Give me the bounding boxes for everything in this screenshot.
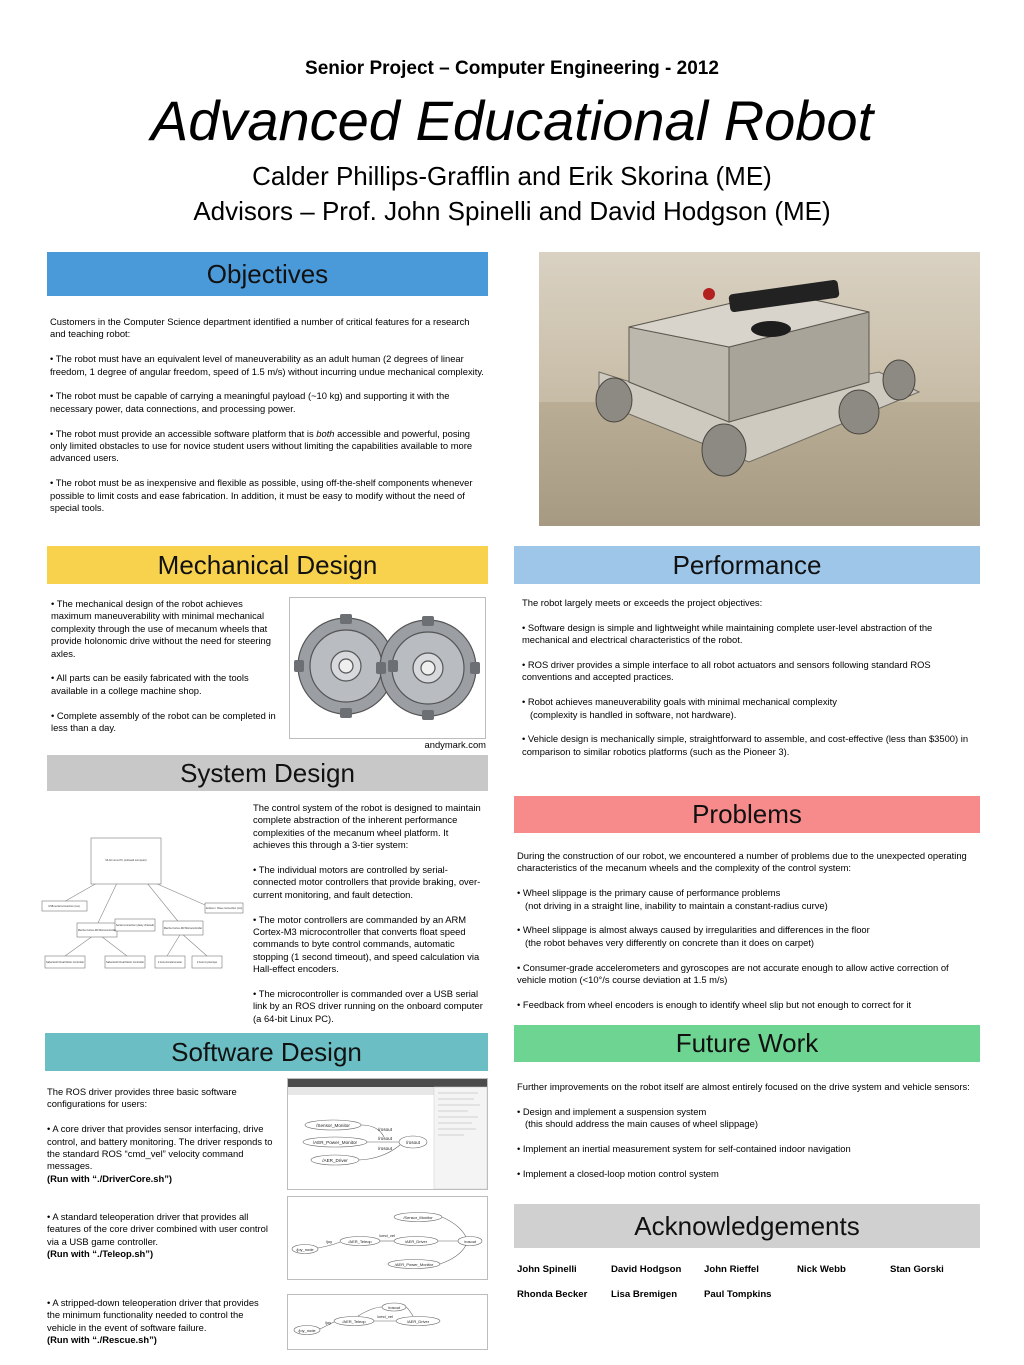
- ros-topic: /cmd_vel: [376, 1314, 394, 1319]
- objectives-b3-pre: • The robot must provide an accessible software platform that is: [50, 427, 317, 439]
- software-body-3: [47, 1297, 273, 1347]
- performance-bullet: • Vehicle design is mechanically simple, straightforward to assemble, and cost-effective (less than $3500) in comparison to similar robotics platforms (such as the Pioneer 3).: [522, 733, 969, 757]
- future-bullet: • Implement a closed-loop motion control system: [517, 1167, 719, 1179]
- ros-topic: /rosout: [405, 1140, 421, 1145]
- ros-node: /AER_Driver: [404, 1239, 428, 1244]
- robot-photo: [539, 252, 980, 526]
- ros-graph-core-svg: [288, 1079, 487, 1189]
- mechanical-bullet: • The mechanical design of the robot achieves maximum maneuverability with minimal mechanical complexity through the use of mecanum wheels that provide holonomic drive without the need for steering axles.: [51, 598, 271, 659]
- ros-graph-screenshot-core: [287, 1078, 488, 1190]
- problems-sub: (the robot behaves very differently on concrete than it does on carpet): [525, 936, 815, 948]
- diagram-i2c-node: Serial connection (daisy chained): [115, 924, 155, 927]
- system-intro: The control system of the robot is designed to maintain complete abstraction of the inherent performance complexities of the mecanum wheel platform. It achieves this through a 3-tier system:: [253, 802, 481, 851]
- diagram-arm1-node: Mecha Cortex-M3 Microcontroller: [77, 929, 117, 932]
- mechanical-bullet: • Complete assembly of the robot can be completed in less than a day.: [51, 709, 276, 734]
- diagram-arm2-node: Mecha Cortex-M3 Microcontroller: [163, 927, 203, 930]
- mechanical-header: Mechanical Design: [47, 546, 488, 584]
- software-body-1: [47, 1086, 273, 1185]
- future-header: Future Work: [514, 1025, 980, 1062]
- objectives-intro: Customers in the Computer Science department identified a number of critical features for a research and teaching robot:: [50, 316, 470, 340]
- future-bullet: • Design and implement a suspension system: [517, 1105, 707, 1117]
- diagram-motor2-node: Sabertooth Dual Motor Controller: [105, 961, 145, 964]
- future-sub: (this should address the main causes of wheel slippage): [525, 1118, 758, 1130]
- objectives-bullet: • The robot must have an equivalent level of maneuverability as an adult human (2 degrees of linear freedom, 1 degree of angular freedom, speed of 1.5 m/s) without incurring undue mechanical complexity.: [50, 353, 484, 377]
- photo-caption: andymark.com: [424, 739, 486, 750]
- ros-topic: /rosout: [377, 1127, 393, 1132]
- ros-topic: /rosout: [463, 1239, 477, 1244]
- objectives-bullet: [50, 428, 486, 465]
- ros-graph-screenshot-rescue: [287, 1294, 488, 1350]
- ros-topic: /joy: [324, 1320, 332, 1325]
- problems-body: [517, 850, 977, 1011]
- diagram-usb-node: USB serial connection (ros): [48, 905, 80, 908]
- system-body: [253, 802, 486, 1025]
- ros-node: /joy_node: [296, 1247, 314, 1252]
- diagram-motor1-node: Sabertooth Dual Motor Controller: [45, 961, 85, 964]
- performance-bullet: • Robot achieves maneuverability goals with minimal mechanical complexity: [522, 696, 837, 708]
- system-bullet: • The motor controllers are commanded by an ARM Cortex-M3 microcontroller that converts float speed commands to byte control commands, automatic stopping (1 second timeout), and speed calculation via Hall-effect encoders.: [253, 913, 480, 975]
- system-bullet: • The individual motors are controlled by serial-connected motor controllers that provide braking, over-current monitoring, and fault detection.: [253, 864, 481, 900]
- diagram-accel-node: 2 Axis Accelerometer: [157, 961, 183, 964]
- problems-bullet: • Consumer-grade accelerometers and gyroscopes are not accurate enough to allow active correction of vehicle motion (<10°/s course deviation at 1.5 m/s): [517, 961, 949, 986]
- ros-topic: /rosout: [387, 1305, 401, 1310]
- ros-node: /Sensor_Monitor: [316, 1123, 350, 1128]
- problems-bullet: • Feedback from wheel encoders is enough to identify wheel slip but not enough to correct for it: [517, 998, 912, 1010]
- objectives-b3-post: accessible and powerful, posing only limited obstacles to use for novice student users without limiting the capabilities available to more advanced users.: [50, 427, 473, 464]
- problems-bullet: • Wheel slippage is almost always caused by irregularities and differences in the floor: [517, 924, 870, 936]
- ros-node: /AER_Driver: [322, 1158, 348, 1163]
- acknowledgements-header: Acknowledgements: [514, 1204, 980, 1248]
- diagram-usb2-node: Arduino / Xbee connection (ros): [205, 907, 243, 910]
- ack-name: Stan Gorski: [890, 1264, 944, 1275]
- objectives-body: [50, 316, 486, 514]
- mecanum-wheels-illustration: [290, 598, 485, 738]
- ros-topic: /rosout: [377, 1136, 393, 1141]
- problems-bullet: • Wheel slippage is the primary cause of performance problems: [517, 887, 781, 899]
- system-bullet: • The microcontroller is commanded over a USB serial link by an ROS driver running on the onboard computer (a 64-bit Linux PC).: [253, 988, 483, 1024]
- problems-header: Problems: [514, 796, 980, 833]
- ros-topic: /rosout: [377, 1146, 393, 1151]
- mecanum-wheels-photo: [289, 597, 486, 739]
- performance-bullet: • ROS driver provides a simple interface to all robot actuators and sensors following standard ROS conventions and accepted practices.: [522, 659, 931, 683]
- future-bullet: • Implement an inertial measurement system for self-contained indoor navigation: [517, 1143, 851, 1154]
- software-bullet: • A standard teleoperation driver that provides all features of the core driver combined with user control via a USB game controller.: [47, 1211, 268, 1247]
- ack-name: Lisa Bremigen: [611, 1289, 678, 1300]
- software-bullet: • A core driver that provides sensor interfacing, drive control, and battery monitoring. The driver responds to the standard ROS “cmd_vel” velocity command messages.: [47, 1123, 273, 1172]
- ros-node: /AER_Power_Monitor: [394, 1262, 434, 1267]
- objectives-header: Objectives: [47, 252, 488, 296]
- future-body: [517, 1081, 977, 1180]
- system-diagram-svg: [37, 803, 247, 979]
- performance-intro: The robot largely meets or exceeds the project objectives:: [522, 597, 763, 608]
- objectives-bullet: • The robot must be as inexpensive and flexible as possible, using off-the-shelf components whenever possible to limit costs and ease fabrication. In addition, it must be easy to modify without the need of special tools.: [50, 477, 473, 514]
- system-header: System Design: [47, 755, 488, 791]
- advisors-line: Advisors – Prof. John Spinelli and David Hodgson (ME): [193, 196, 831, 226]
- ack-name: John Spinelli: [517, 1264, 577, 1275]
- objectives-b3-emphasis: both: [316, 427, 335, 439]
- software-body-2: [47, 1211, 273, 1261]
- ros-graph-rescue-svg: [288, 1295, 487, 1349]
- ack-name: Nick Webb: [797, 1264, 846, 1275]
- diagram-gyro-node: 2 Axis Gyroscope: [196, 961, 218, 964]
- diagram-pc-node: 64-bit Linux PC (onboard computer): [105, 859, 147, 862]
- mechanical-body: [51, 598, 279, 734]
- ack-name: David Hodgson: [611, 1264, 682, 1275]
- future-intro: Further improvements on the robot itself are almost entirely focused on the drive system and vehicle sensors:: [517, 1081, 970, 1092]
- ros-node: /joy_node: [298, 1328, 316, 1333]
- problems-intro: During the construction of our robot, we encountered a number of problems due to the unexpected operating characteristics of the mecanum wheels and the complexity of the control system:: [517, 850, 967, 874]
- ros-node: /Sensor_Monitor: [403, 1215, 433, 1220]
- poster-title: Advanced Educational Robot: [150, 89, 874, 152]
- objectives-bullet: • The robot must be capable of carrying a meaningful payload (~10 kg) and supporting it with the necessary power, data connections, and processing power.: [50, 390, 450, 414]
- performance-header: Performance: [514, 546, 980, 584]
- ros-graph-screenshot-teleop: [287, 1196, 488, 1280]
- software-run-cmd: (Run with “./Rescue.sh”): [47, 1334, 157, 1346]
- ros-node: /AER_Driver: [406, 1319, 430, 1324]
- performance-sub: (complexity is handled in software, not hardware).: [530, 708, 737, 720]
- software-run-cmd: (Run with “./DriverCore.sh”): [47, 1172, 173, 1184]
- ros-graph-teleop-svg: [288, 1197, 487, 1279]
- project-line: Senior Project – Computer Engineering - 2012: [305, 58, 719, 79]
- system-diagram: [37, 803, 247, 979]
- authors-line: Calder Phillips-Grafflin and Erik Skorina (ME): [252, 161, 772, 191]
- ack-name: Paul Tompkins: [704, 1289, 772, 1300]
- ros-node: /AER_Power_Monitor: [312, 1140, 358, 1145]
- software-intro: The ROS driver provides three basic software configurations for users:: [47, 1086, 237, 1110]
- software-header: Software Design: [45, 1033, 488, 1071]
- mechanical-bullet: • All parts can be easily fabricated with the tools available in a college machine shop.: [51, 672, 249, 696]
- ack-name: John Rieffel: [704, 1264, 759, 1275]
- ros-topic: /cmd_vel: [378, 1233, 396, 1238]
- robot-illustration: [539, 252, 980, 526]
- ros-topic: /joy: [325, 1239, 333, 1244]
- problems-sub: (not driving in a straight line, inability to maintain a constant-radius curve): [525, 899, 828, 911]
- software-bullet: • A stripped-down teleoperation driver that provides the minimum functionality needed to control the vehicle in the event of software failure.: [47, 1297, 259, 1333]
- performance-bullet: • Software design is simple and lightweight while maintaining complete user-level abstraction of the mechanical and electrical characteristics of the robot.: [522, 621, 933, 646]
- ros-node: /AER_Teleop: [342, 1319, 366, 1324]
- software-run-cmd: (Run with “./Teleop.sh”): [47, 1248, 154, 1260]
- performance-body: [522, 597, 978, 758]
- ack-name: Rhonda Becker: [517, 1289, 588, 1300]
- ros-node: /AER_Teleop: [348, 1239, 372, 1244]
